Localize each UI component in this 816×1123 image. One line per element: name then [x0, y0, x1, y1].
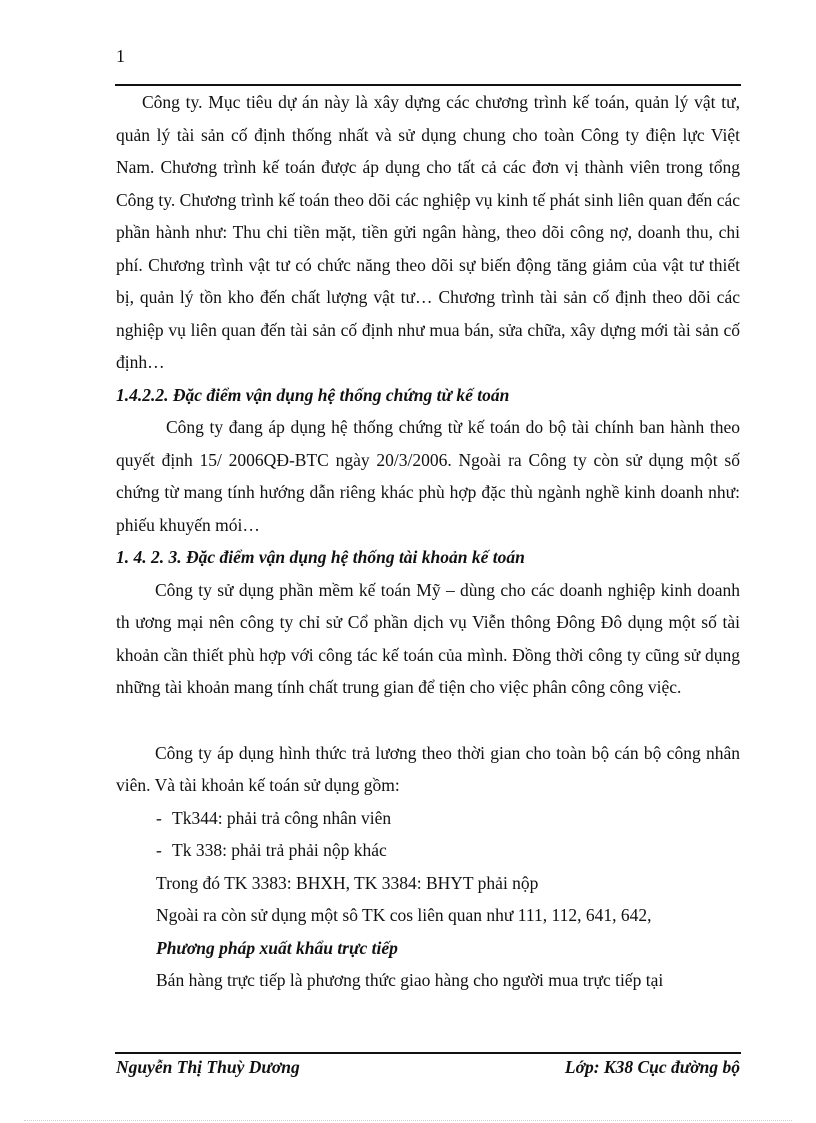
paragraph-intro: Công ty. Mục tiêu dự án này là xây dựng các chương trình kế toán, quản lý vật tư, quản lý tài sản cố định thống nhất và sử dụng chung cho toàn Công ty điện lực Việt Nam. Chương trình kế toán được áp dụng cho tất cả các đơn vị thành viên trong tổng Công ty. Chương trình kế toán theo dõi các nghiệp vụ kinh tế phát sinh liên quan đến các phần hành như: Thu chi tiền mặt, tiền gửi ngân hàng, theo dõi công nợ, doanh thu, chi phí. Chương trình vật tư có chức năng theo dõi sự biến động tăng giảm của vật tư thiết bị, quản lý tồn kho đến chất lượng vật tư… Chương trình tài sản cố định theo dõi các nghiệp vụ liên quan đến tài sản cố định như mua bán, sửa chữa, xây dựng mới tài sản cố định… — [116, 92, 740, 372]
blank-line — [116, 704, 740, 737]
footer-author: Nguyễn Thị Thuỳ Dương — [116, 1057, 300, 1077]
text-line-direct-sales: Bán hàng trực tiếp là phương thức giao hàng cho người mua trực tiếp tại — [156, 970, 664, 990]
text-line-other-accounts: Ngoài ra còn sử dụng một sô TK cos liên quan như 111, 112, 641, 642, — [156, 905, 652, 925]
subheading-direct-export: Phương pháp xuất khẩu trực tiếp — [156, 937, 398, 958]
paragraph-accounts: Công ty sử dụng phần mềm kế toán Mỹ – dùng cho các doanh nghiệp kinh doanh th ương mại nên công ty chỉ sử Cổ phần dịch vụ Viễn thông Đông Đô dụng một số tài khoản cần thiết phù hợp với công tác kế toán của mình. Đồng thời công ty cũng sử dụng những tài khoản mang tính chất trung gian để tiện cho việc phân công công việc. — [116, 579, 740, 697]
document-body — [116, 86, 740, 997]
footer-divider — [115, 1052, 741, 1054]
list-item: - Tk344: phải trả công nhân viên — [156, 807, 392, 828]
page-edge-divider — [24, 1120, 792, 1121]
text-line-tk: Trong đó TK 3383: BHXH, TK 3384: BHYT phải nộp — [156, 872, 539, 893]
section-heading-documents: 1.4.2.2. Đặc điểm vận dụng hệ thống chứng từ kế toán — [116, 384, 510, 405]
footer-class: Lớp: K38 Cục đường bộ — [564, 1057, 740, 1077]
list-item: - Tk 338: phải trả phải nộp khác — [156, 840, 387, 860]
page-number: 1 — [116, 46, 125, 66]
section-heading-accounts: 1. 4. 2. 3. Đặc điểm vận dụng hệ thống tài khoản kế toán — [116, 547, 525, 567]
paragraph-documents: Công ty đang áp dụng hệ thống chứng từ kế toán do bộ tài chính ban hành theo quyết định 15/ 2006QĐ-BTC ngày 20/3/2006. Ngoài ra Công ty còn sử dụng một số chứng từ mang tính hướng dẫn riêng khác phù hợp đặc thù ngành nghề kinh doanh như: phiếu khuyến mói… — [116, 417, 740, 535]
paragraph-salary: Công ty áp dụng hình thức trả lương theo thời gian cho toàn bộ cán bộ công nhân viên. Và tài khoản kế toán sử dụng gồm: — [116, 742, 740, 795]
